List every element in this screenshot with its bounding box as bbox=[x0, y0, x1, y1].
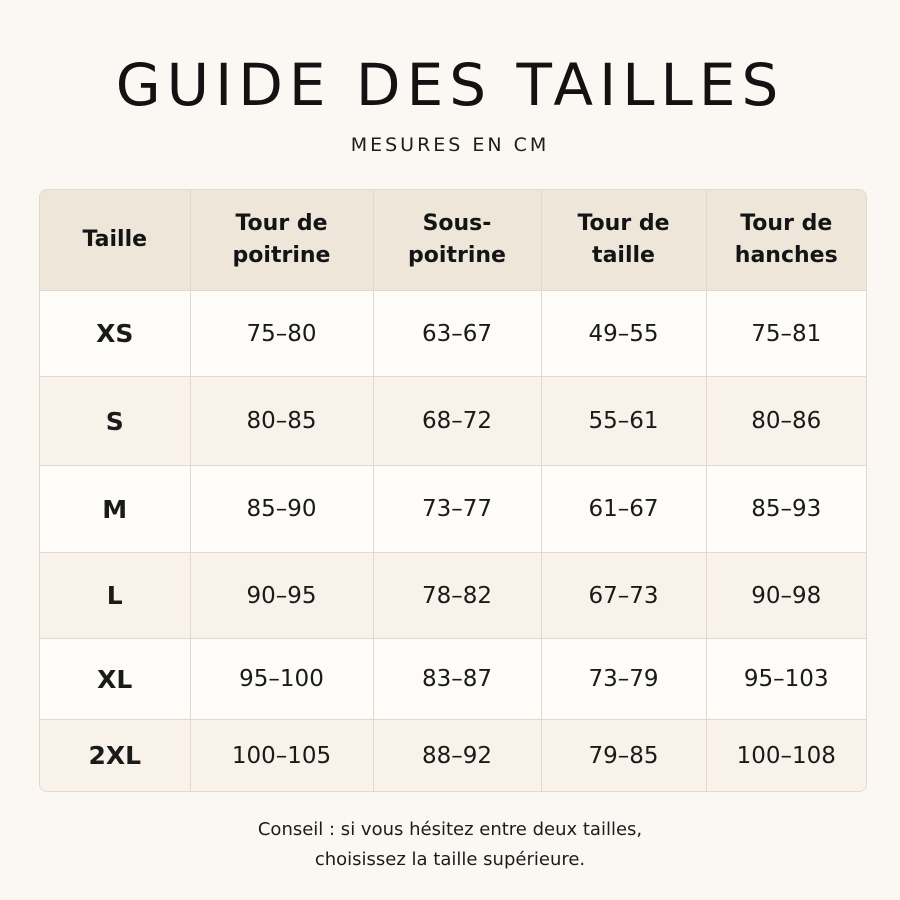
size-table-container bbox=[39, 189, 867, 792]
size-cell: XL bbox=[40, 639, 190, 720]
header-taille: Taille bbox=[40, 190, 190, 291]
cell-tour-de-poitrine: 80–85 bbox=[190, 377, 373, 466]
advice-line-1: Conseil : si vous hésitez entre deux tailles, bbox=[257, 819, 643, 840]
table-row bbox=[40, 639, 866, 720]
cell-tour-de-hanches: 90–98 bbox=[706, 553, 866, 639]
size-table bbox=[40, 190, 866, 792]
size-cell: M bbox=[40, 466, 190, 553]
cell-tour-de-hanches: 75–81 bbox=[706, 291, 866, 377]
size-cell: XS bbox=[40, 291, 190, 377]
cell-tour-de-poitrine: 85–90 bbox=[190, 466, 373, 553]
table-header-row bbox=[40, 190, 866, 291]
cell-tour-de-taille: 61–67 bbox=[541, 466, 706, 553]
page-title: GUIDE DES TAILLES bbox=[115, 51, 785, 119]
cell-sous-poitrine: 88–92 bbox=[373, 720, 541, 792]
header-tour-de-poitrine: Tour de poitrine bbox=[190, 190, 373, 291]
advice-note bbox=[0, 815, 900, 875]
cell-sous-poitrine: 83–87 bbox=[373, 639, 541, 720]
header-tour-de-hanches: Tour de hanches bbox=[706, 190, 866, 291]
advice-line-2: choisissez la taille supérieure. bbox=[314, 849, 586, 870]
table-row bbox=[40, 720, 866, 792]
cell-tour-de-hanches: 95–103 bbox=[706, 639, 866, 720]
cell-tour-de-poitrine: 75–80 bbox=[190, 291, 373, 377]
cell-tour-de-taille: 49–55 bbox=[541, 291, 706, 377]
cell-tour-de-poitrine: 90–95 bbox=[190, 553, 373, 639]
cell-tour-de-hanches: 80–86 bbox=[706, 377, 866, 466]
table-row bbox=[40, 291, 866, 377]
table-row bbox=[40, 466, 866, 553]
table-row bbox=[40, 553, 866, 639]
page-subtitle: MESURES EN CM bbox=[350, 134, 550, 156]
cell-sous-poitrine: 78–82 bbox=[373, 553, 541, 639]
header-sous-poitrine: Sous-poitrine bbox=[373, 190, 541, 291]
cell-tour-de-poitrine: 100–105 bbox=[190, 720, 373, 792]
size-cell: L bbox=[40, 553, 190, 639]
cell-sous-poitrine: 63–67 bbox=[373, 291, 541, 377]
cell-tour-de-taille: 67–73 bbox=[541, 553, 706, 639]
cell-tour-de-taille: 55–61 bbox=[541, 377, 706, 466]
header-tour-de-taille: Tour de taille bbox=[541, 190, 706, 291]
cell-tour-de-hanches: 100–108 bbox=[706, 720, 866, 792]
size-cell: 2XL bbox=[40, 720, 190, 792]
size-cell: S bbox=[40, 377, 190, 466]
table-row bbox=[40, 377, 866, 466]
cell-sous-poitrine: 68–72 bbox=[373, 377, 541, 466]
cell-tour-de-poitrine: 95–100 bbox=[190, 639, 373, 720]
cell-tour-de-hanches: 85–93 bbox=[706, 466, 866, 553]
cell-sous-poitrine: 73–77 bbox=[373, 466, 541, 553]
cell-tour-de-taille: 73–79 bbox=[541, 639, 706, 720]
cell-tour-de-taille: 79–85 bbox=[541, 720, 706, 792]
